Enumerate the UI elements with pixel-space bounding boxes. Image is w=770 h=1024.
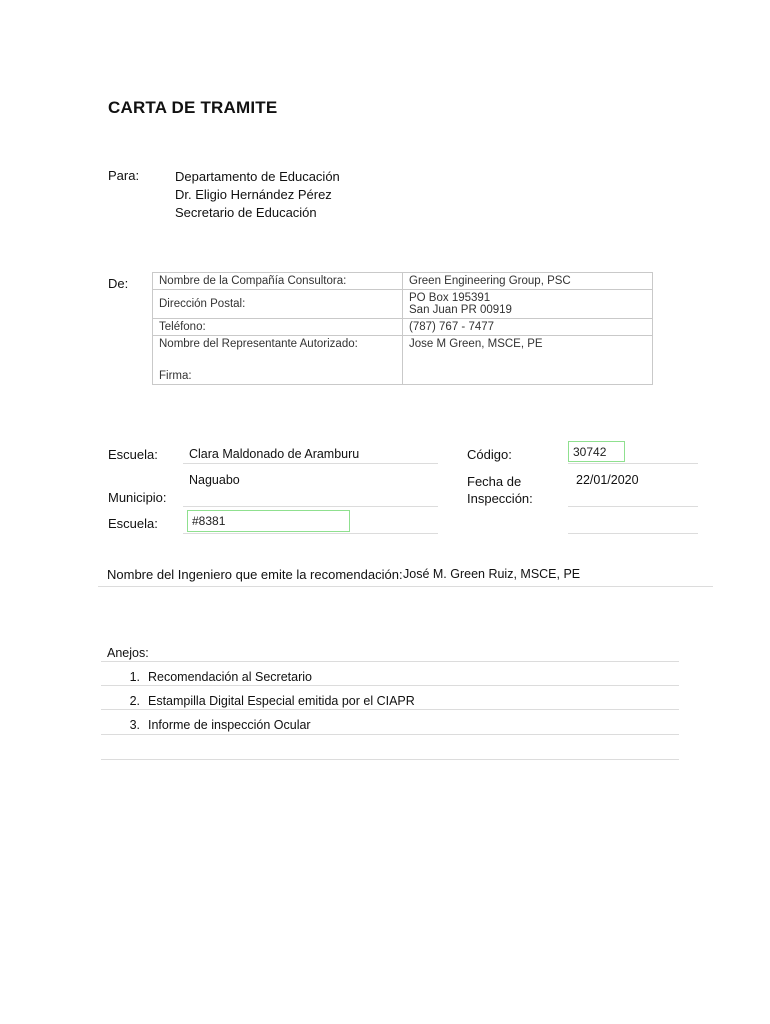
anejos-label: Anejos: bbox=[107, 646, 149, 660]
fecha-label bbox=[467, 473, 533, 507]
phone-label: Teléfono: bbox=[153, 319, 403, 336]
representative-value: Jose M Green, MSCE, PE bbox=[403, 336, 653, 385]
list-number: 3. bbox=[129, 718, 140, 732]
engineer-label: Nombre del Ingeniero que emite la recomendación: bbox=[107, 567, 403, 582]
company-label: Nombre de la Compañía Consultora: bbox=[153, 273, 403, 290]
escuela2-label: Escuela: bbox=[108, 516, 158, 531]
address-value bbox=[403, 290, 653, 319]
recipient-line: Departamento de Educación bbox=[175, 169, 340, 184]
fecha-label-line: Inspección: bbox=[467, 491, 533, 506]
codigo-field[interactable]: 30742 bbox=[568, 441, 625, 462]
anejos-rule bbox=[101, 709, 679, 710]
recipient-line: Secretario de Educación bbox=[175, 205, 317, 220]
de-label: De: bbox=[108, 276, 129, 291]
representative-label: Nombre del Representante Autorizado: bbox=[159, 338, 358, 350]
address-line: PO Box 195391 bbox=[409, 292, 491, 304]
escuela2-underline bbox=[183, 533, 438, 534]
table-row bbox=[153, 290, 653, 319]
municipio-label: Municipio: bbox=[108, 490, 167, 505]
fecha-value: 22/01/2020 bbox=[576, 473, 639, 487]
codigo-underline bbox=[568, 463, 698, 464]
address-label: Dirección Postal: bbox=[153, 290, 403, 319]
escuela-underline bbox=[183, 463, 438, 464]
extra-underline bbox=[568, 533, 698, 534]
list-number: 2. bbox=[129, 694, 140, 708]
list-text: Recomendación al Secretario bbox=[148, 670, 312, 684]
list-item bbox=[124, 670, 312, 684]
engineer-value: José M. Green Ruiz, MSCE, PE bbox=[403, 567, 581, 581]
sender-table bbox=[152, 272, 653, 385]
list-item bbox=[124, 718, 311, 732]
anejos-rule bbox=[101, 685, 679, 686]
engineer-underline bbox=[98, 586, 713, 587]
table-row bbox=[153, 273, 653, 290]
municipio-value: Naguabo bbox=[189, 473, 240, 487]
table-row bbox=[153, 319, 653, 336]
escuela-value: Clara Maldonado de Aramburu bbox=[189, 447, 360, 461]
anejos-rule bbox=[101, 759, 679, 760]
municipio-underline bbox=[183, 506, 438, 507]
list-text: Estampilla Digital Especial emitida por el CIAPR bbox=[148, 694, 415, 708]
school-number-field[interactable]: #8381 bbox=[187, 510, 350, 532]
recipient-line: Dr. Eligio Hernández Pérez bbox=[175, 187, 332, 202]
table-row bbox=[153, 336, 653, 385]
page-title: CARTA DE TRAMITE bbox=[108, 98, 278, 117]
para-label: Para: bbox=[108, 168, 140, 183]
representative-cell bbox=[153, 336, 403, 385]
fecha-label-line: Fecha de bbox=[467, 474, 522, 489]
anejos-rule bbox=[101, 661, 679, 662]
fecha-underline bbox=[568, 506, 698, 507]
escuela-label: Escuela: bbox=[108, 447, 158, 462]
anejos-rule bbox=[101, 734, 679, 735]
company-value: Green Engineering Group, PSC bbox=[403, 273, 653, 290]
recipient-block bbox=[175, 168, 340, 222]
list-text: Informe de inspección Ocular bbox=[148, 718, 311, 732]
phone-value: (787) 767 - 7477 bbox=[403, 319, 653, 336]
list-item bbox=[124, 694, 415, 708]
codigo-label: Código: bbox=[467, 447, 512, 462]
list-number: 1. bbox=[129, 670, 140, 684]
address-line: San Juan PR 00919 bbox=[409, 304, 512, 316]
signature-label: Firma: bbox=[159, 370, 192, 382]
